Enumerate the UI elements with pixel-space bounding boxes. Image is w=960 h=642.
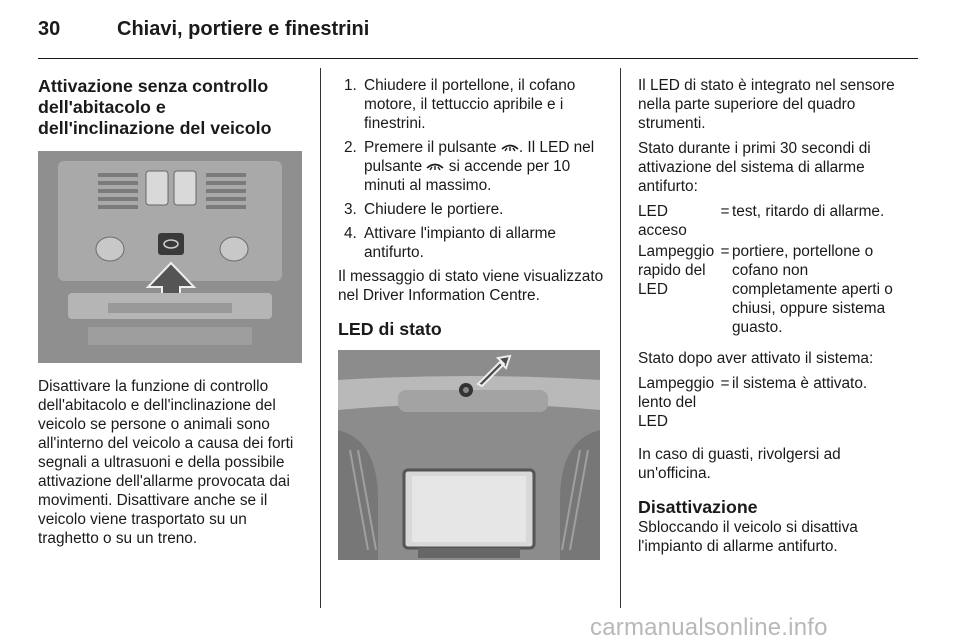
column-1 bbox=[38, 76, 304, 548]
column-divider bbox=[320, 68, 321, 608]
page-title: Chiavi, portiere e finestrini bbox=[117, 18, 370, 40]
table-row bbox=[638, 374, 904, 431]
status-description: portiere, portellone o cofano non completamente aperti o chiusi, oppure sistema guasto. bbox=[732, 243, 893, 336]
status-description: test, ritardo di allarme. bbox=[732, 203, 885, 220]
activation-steps bbox=[338, 76, 604, 262]
deactivation-text: Sbloccando il veicolo si disattiva l'impianto di allarme antifurto. bbox=[638, 519, 858, 555]
step-number: 3. bbox=[344, 201, 357, 218]
after-activation-status-table bbox=[638, 374, 904, 431]
equals-sign: = bbox=[720, 243, 730, 260]
column-3 bbox=[638, 76, 904, 556]
list-item bbox=[338, 224, 604, 262]
led-heading: LED di stato bbox=[338, 319, 442, 339]
page-header bbox=[0, 0, 960, 62]
status-note: Il messaggio di stato viene visualizzato nel Driver Information Centre. bbox=[338, 268, 604, 304]
deactivation-heading: Disattivazione bbox=[638, 497, 758, 517]
table-row bbox=[638, 202, 904, 240]
page-number: 30 bbox=[38, 18, 61, 40]
column-2 bbox=[338, 76, 604, 560]
step-number: 2. bbox=[344, 139, 357, 156]
step-text: Chiudere il portellone, il cofano motore, il tettuccio apribile e i finestrini. bbox=[364, 77, 576, 132]
section-heading: Attivazione senza controllo dell'abitacolo e dell'inclinazione del veicolo bbox=[38, 76, 272, 138]
list-item bbox=[338, 76, 604, 133]
status-term: LED acceso bbox=[638, 203, 687, 239]
watermark: carmanualsonline.info bbox=[590, 614, 828, 641]
step-text: Premere il pulsante bbox=[364, 139, 501, 156]
status-term: Lampeggio rapido del LED bbox=[638, 243, 715, 298]
step-text: . Il LED nel pulsante bbox=[364, 139, 595, 175]
car-tilt-symbol-icon bbox=[501, 141, 519, 153]
car-tilt-symbol-icon bbox=[426, 160, 444, 172]
step-number: 4. bbox=[344, 225, 357, 242]
list-item bbox=[338, 138, 604, 195]
step-text: Attivare l'impianto di allarme antifurto. bbox=[364, 225, 556, 261]
status-description: il sistema è attivato. bbox=[732, 375, 868, 392]
column-divider bbox=[620, 68, 621, 608]
step-text: si accende per 10 minuti al massimo. bbox=[364, 158, 571, 194]
status-term: Lampeggio lento del LED bbox=[638, 375, 715, 430]
after-activation-intro: Stato dopo aver attivato il sistema: bbox=[638, 350, 874, 367]
body-text: Disattivare la funzione di controllo dell'abitacolo e dell'inclinazione del veicolo se persone o animali sono all'interno del veicolo a causa dei forti segnali a ultrasuoni e della possibile attivazione dell'allarme provocata dai movimenti. Disattivare anche se il veicolo viene trasportato su un traghetto o su un treno. bbox=[38, 378, 294, 547]
led-intro-text: Il LED di stato è integrato nel sensore nella parte superiore del quadro strumenti. bbox=[638, 77, 895, 132]
first-30s-status-table bbox=[638, 202, 904, 337]
equals-sign: = bbox=[720, 375, 730, 392]
overhead-console-figure bbox=[38, 151, 304, 363]
step-text: Chiudere le portiere. bbox=[364, 201, 504, 218]
table-row bbox=[638, 240, 904, 337]
list-item bbox=[338, 200, 604, 219]
header-rule bbox=[38, 58, 918, 59]
first-30s-intro: Stato durante i primi 30 secondi di attivazione del sistema di allarme antifurto: bbox=[638, 140, 871, 195]
dashboard-led-figure bbox=[338, 350, 604, 560]
step-number: 1. bbox=[344, 77, 357, 94]
fault-note: In caso di guasti, rivolgersi ad un'officina. bbox=[638, 446, 841, 482]
equals-sign: = bbox=[720, 203, 730, 220]
